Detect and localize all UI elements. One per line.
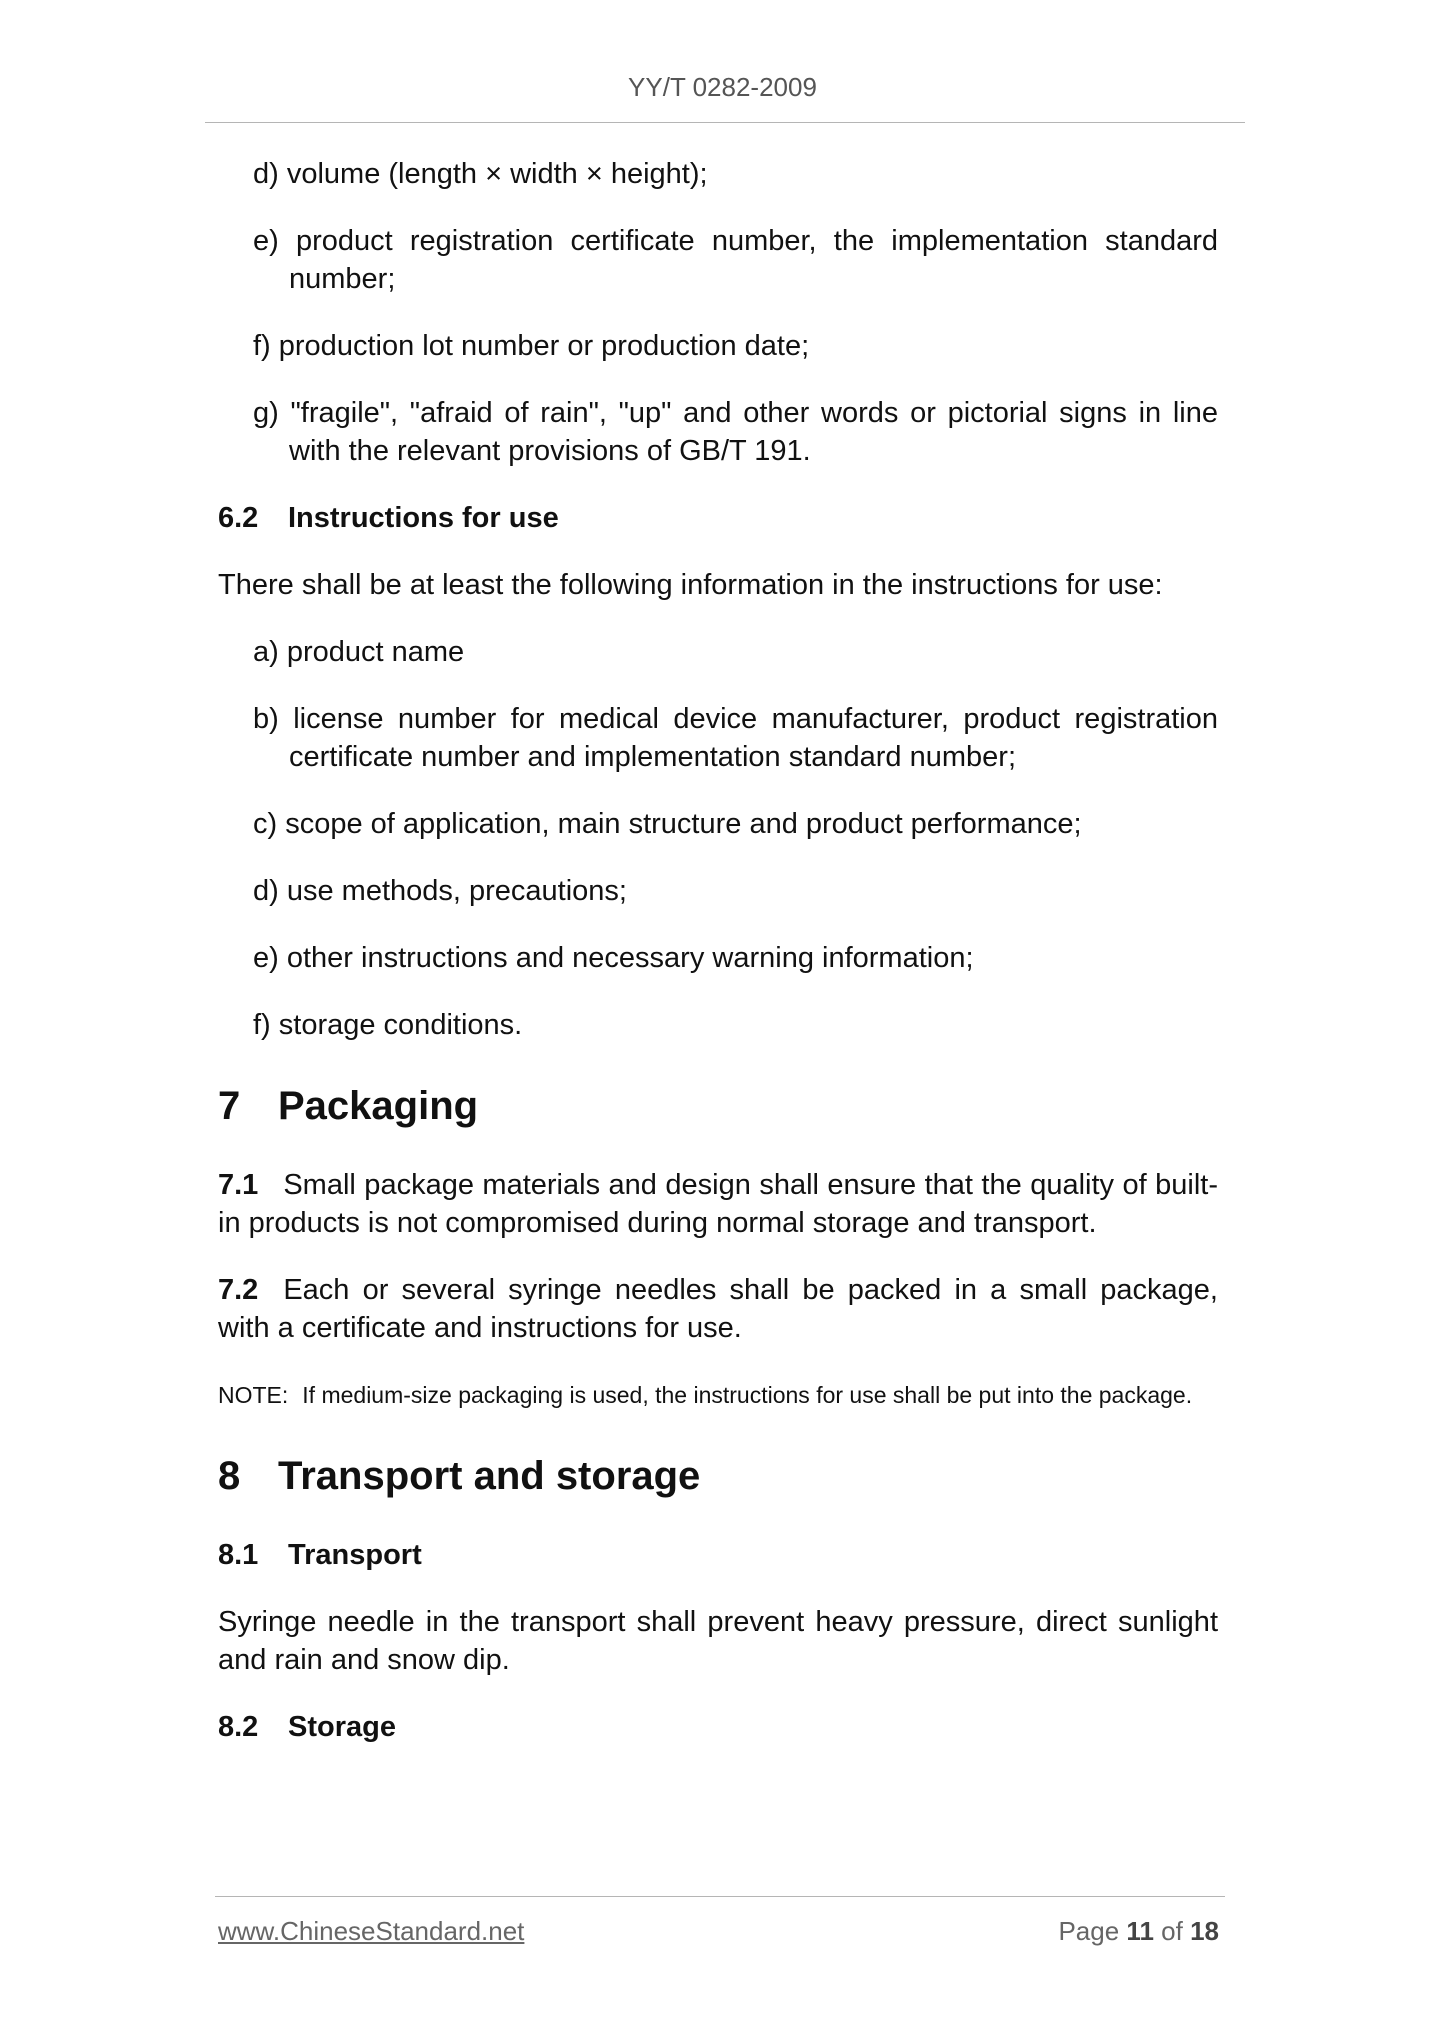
- header-divider: [205, 122, 1245, 123]
- subsection-heading-8-1: [218, 1536, 1218, 1574]
- subsection-number: 8.2: [218, 1711, 259, 1743]
- page-prefix: Page: [1058, 1916, 1120, 1946]
- clause-number: 7.1: [218, 1169, 259, 1201]
- page-number: [1058, 1916, 1219, 1947]
- note-label: NOTE:: [218, 1382, 289, 1408]
- subsection-number: 6.2: [218, 502, 259, 534]
- paragraph-7-1: [218, 1166, 1218, 1242]
- subsection-heading-6-2: [218, 499, 1218, 537]
- section-number: 8: [218, 1454, 241, 1498]
- section-title: Packaging: [278, 1084, 479, 1128]
- section-number: 7: [218, 1084, 241, 1128]
- footer-divider: [215, 1896, 1225, 1897]
- subsection-number: 8.1: [218, 1539, 259, 1571]
- subsection-title: Instructions for use: [288, 502, 559, 534]
- page-of: of: [1161, 1916, 1183, 1946]
- page-total: 18: [1190, 1916, 1219, 1946]
- section-title: Transport and storage: [278, 1454, 701, 1498]
- clause-text: Each or several syringe needles shall be packed in a small package, with a certificate and instructions for use.: [218, 1274, 1218, 1344]
- clause-number: 7.2: [218, 1274, 259, 1306]
- list-item: e) other instructions and necessary warning information;: [253, 942, 974, 974]
- paragraph-7-2: [218, 1271, 1218, 1347]
- clause-text: Small package materials and design shall ensure that the quality of built-in products is not compromised during normal storage and transport.: [218, 1169, 1218, 1239]
- list-item: b) license number for medical device manufacturer, product registration certificate number and implementation standard number;: [253, 703, 1218, 773]
- list-item: f) production lot number or production date;: [253, 330, 810, 362]
- note: [218, 1376, 1218, 1414]
- note-text: If medium-size packaging is used, the instructions for use shall be put into the package.: [302, 1382, 1193, 1408]
- website-link[interactable]: www.ChineseStandard.net: [218, 1916, 525, 1946]
- page-current: 11: [1126, 1916, 1154, 1946]
- paragraph: Syringe needle in the transport shall prevent heavy pressure, direct sunlight and rain and snow dip.: [218, 1606, 1218, 1676]
- subsection-heading-8-2: [218, 1708, 1218, 1746]
- list-item: d) use methods, precautions;: [253, 875, 627, 907]
- list-item: d) volume (length × width × height);: [253, 158, 708, 190]
- document-code: YY/T 0282-2009: [628, 72, 817, 102]
- page-content: [218, 155, 1218, 1775]
- list-item: g) "fragile", "afraid of rain", "up" and other words or pictorial signs in line with the relevant provisions of GB/T 191.: [253, 397, 1218, 467]
- subsection-title: Storage: [288, 1711, 396, 1743]
- list-item: e) product registration certificate number, the implementation standard number;: [253, 225, 1218, 295]
- paragraph: There shall be at least the following information in the instructions for use:: [218, 569, 1163, 601]
- section-heading-8: [218, 1452, 1218, 1500]
- list-item: f) storage conditions.: [253, 1009, 523, 1041]
- list-item: a) product name: [253, 636, 465, 668]
- list-item: c) scope of application, main structure and product performance;: [253, 808, 1082, 840]
- subsection-title: Transport: [288, 1539, 422, 1571]
- section-heading-7: [218, 1082, 1218, 1130]
